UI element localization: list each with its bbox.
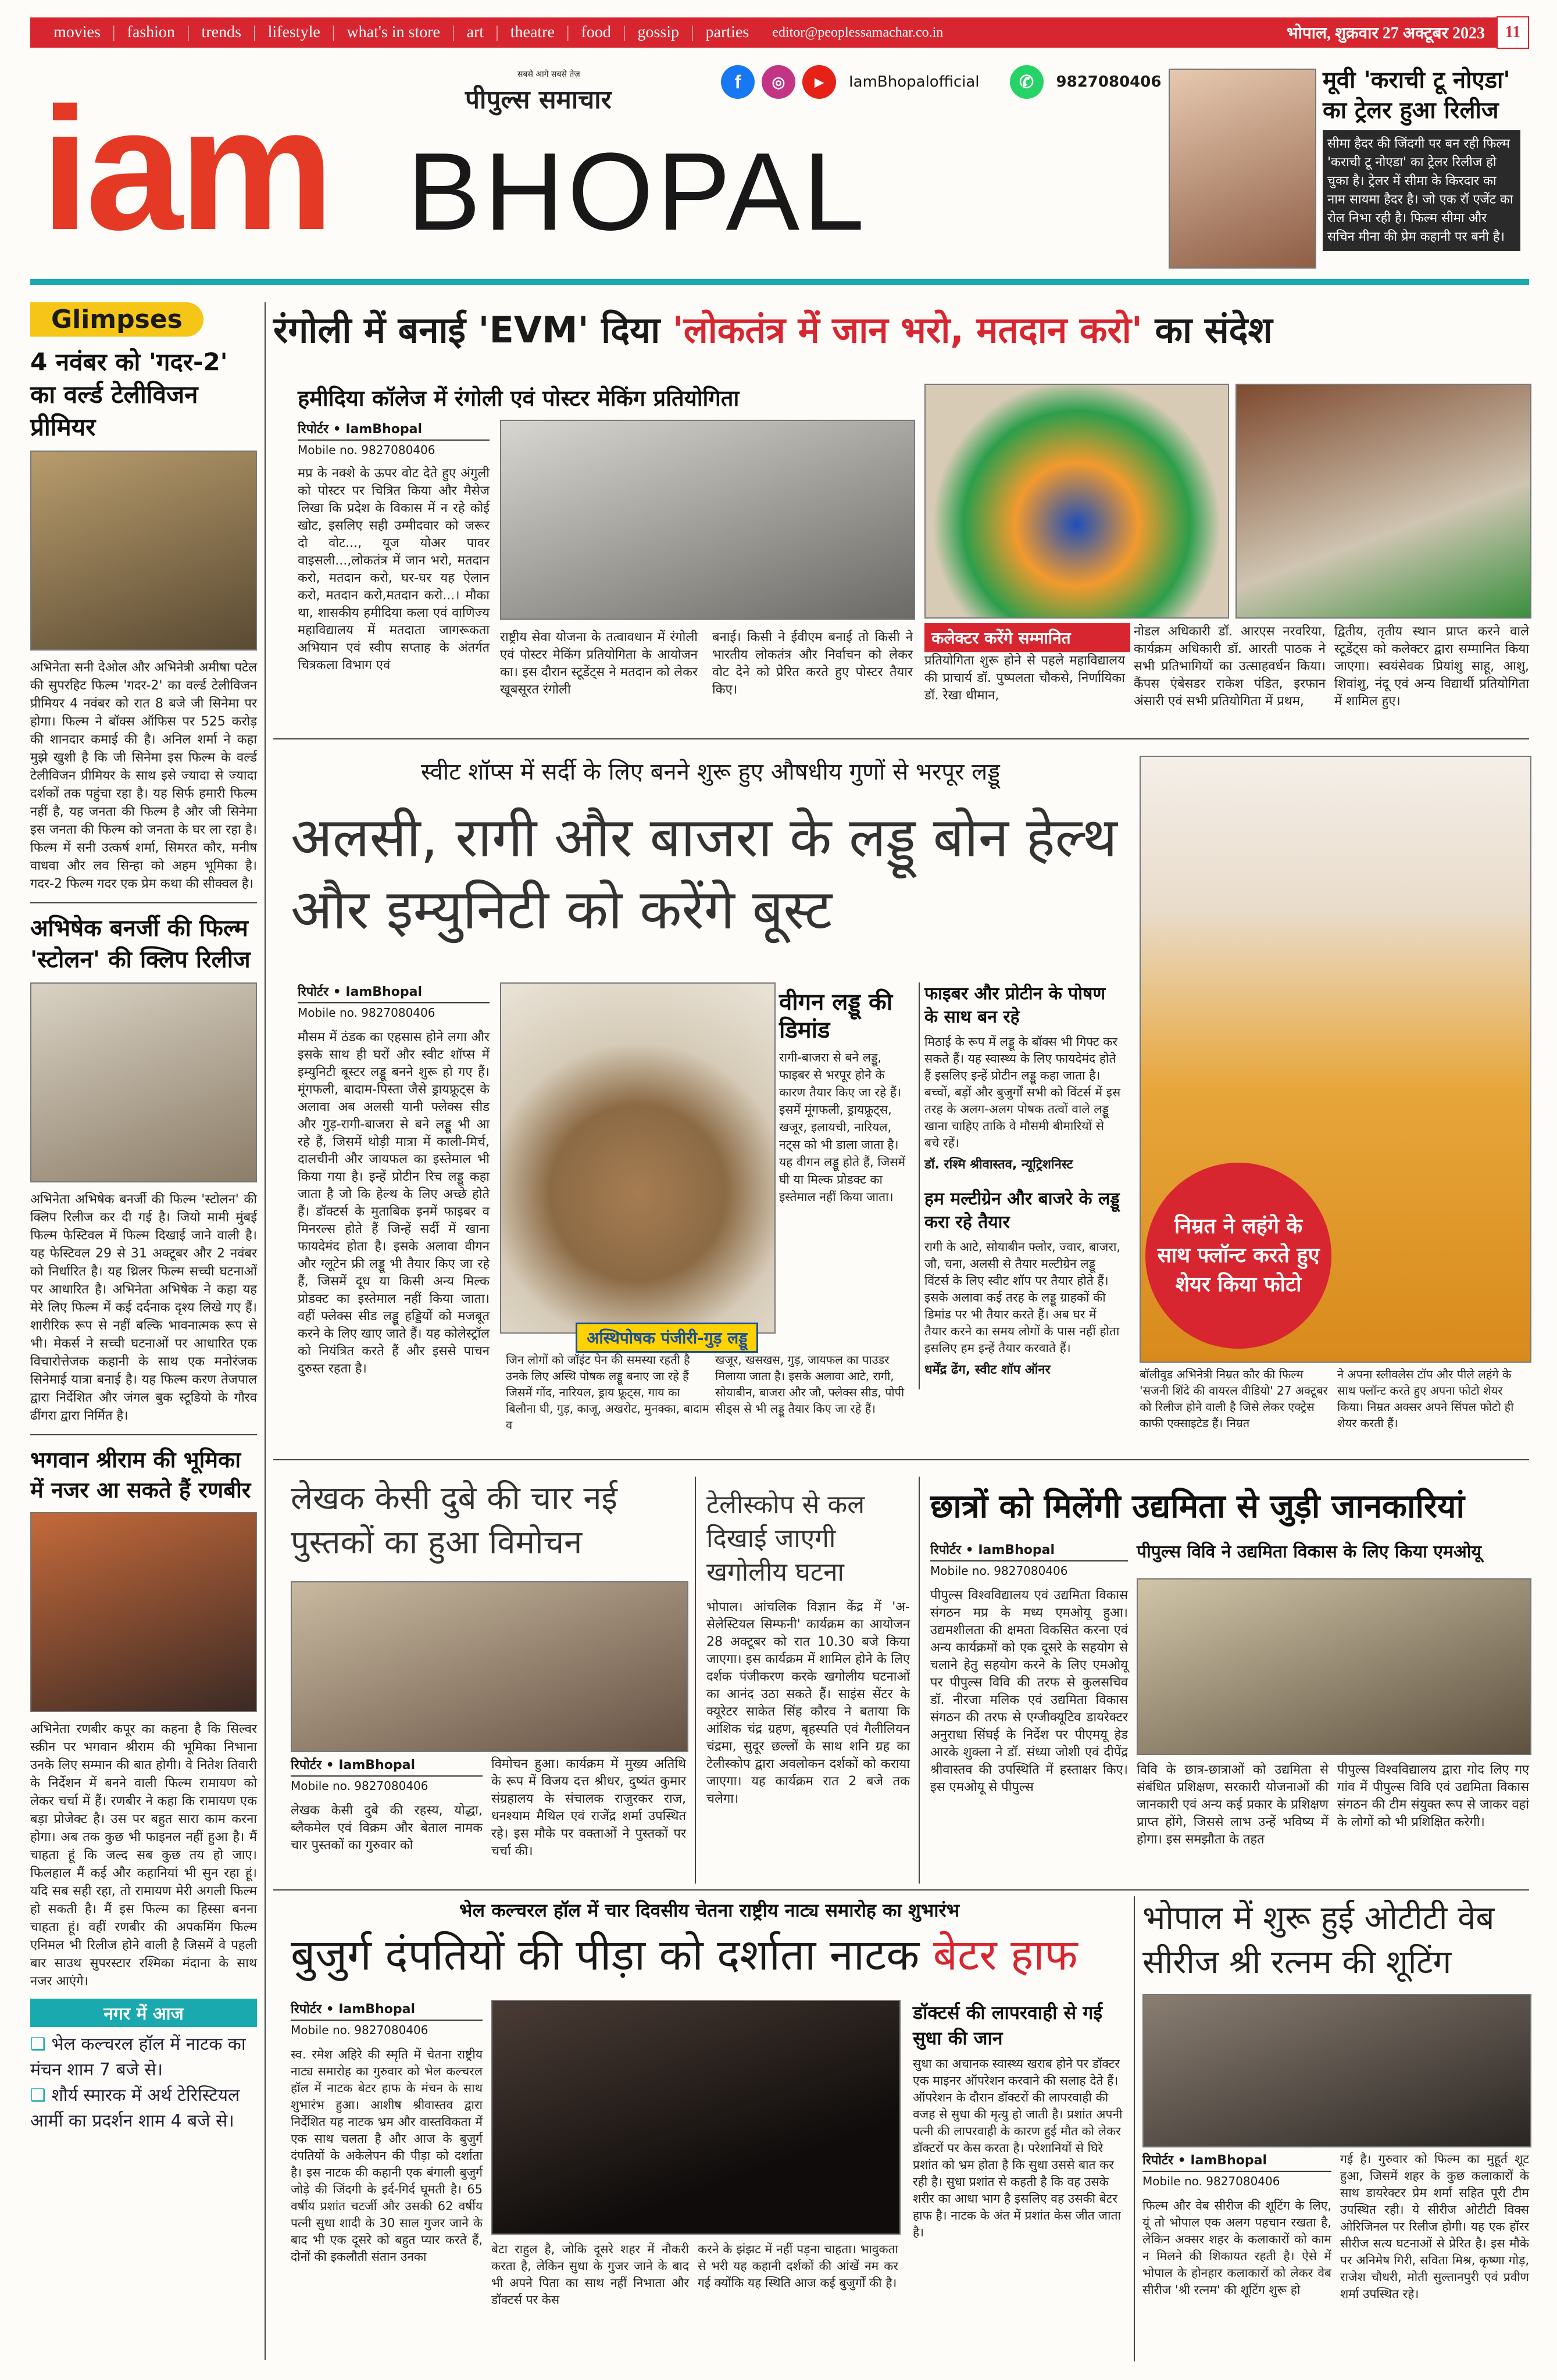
masthead-rule xyxy=(30,279,1529,285)
rangoli-photo-2 xyxy=(1235,384,1531,619)
mou-signing-photo xyxy=(1137,1578,1531,1755)
drama-mobile: Mobile no. 9827080406 xyxy=(291,2023,428,2037)
fiber-body: मिठाई के रूप में लड्डू के बॉक्स भी गिफ्ट कर सकते हैं। यह स्वास्थ्य के लिए फायदेमंद होते हैं इसलिए इन्हें प्रोटीन लड्डू कहा जाता है। बच्चों, बड़ों और बुजुर्गों सभी को विंटर्स में इस तरह के अलग-अलग पोषक तत्वों वाले लड्डू खाना चाहिए ताकि वे मौसमी बीमारियों से बचे रहें। xyxy=(924,1035,1121,1150)
nav-item-theatre[interactable]: theatre xyxy=(510,23,555,41)
vegan-box xyxy=(779,988,913,1206)
drama-reporter: रिपोर्टर • IamBhopal xyxy=(291,2002,415,2017)
fiber-head: फाइबर और प्रोटीन के पोषण के साथ बन रहे xyxy=(924,984,1106,1027)
entrepreneurship-headline: छात्रों को मिलेंगी उद्यमिता से जुड़ी जानकारियां xyxy=(930,1488,1465,1525)
newspaper-name-text: पीपुल्स समाचार xyxy=(465,85,612,115)
laddu-headline: अलसी, रागी और बाजरा के लड्डू बोन हेल्थ और इम्युनिटी को करेंगे बूस्ट xyxy=(291,806,1117,942)
page-number: 11 xyxy=(1497,16,1529,49)
nimrat-badge: निम्रत ने लहंगे के साथ फ्लॉन्ट करते हुए शेयर किया फोटो xyxy=(1145,1163,1331,1349)
nav-item-movies[interactable]: movies xyxy=(53,23,101,41)
nav-item-parties[interactable]: parties xyxy=(705,23,749,41)
rangoli-headline xyxy=(273,307,1529,353)
books-col2: विमोचन हुआ। कार्यक्रम में मुख्य अतिथि के रूप में विजय दत्त श्रीधर, दुष्यंत कुमार संग्रहालय के संचालक राजुरकर राज, धनश्याम मैथिल एवं राजेंद्र शर्मा उपस्थित रहे। इस मौके पर वक्ताओं ने पुस्तकों पर चर्चा की। xyxy=(491,1757,686,1859)
top-right-headline: मूवी 'कराची टू नोएडा' का ट्रेलर हुआ रिलीज xyxy=(1323,67,1510,124)
books-launch-photo xyxy=(291,1581,688,1752)
abhishek-banerjee-photo xyxy=(30,982,257,1182)
drama-side-head: डॉक्टर्स की लापरवाही से गई सुधा की जान xyxy=(913,2002,1103,2049)
nav-item-gossip[interactable]: gossip xyxy=(637,23,680,41)
ott-byline xyxy=(1142,2151,1331,2188)
glimpses-story2-headline: अभिषेक बनर्जी की फिल्म 'स्टोलन' की क्लिप रिलीज xyxy=(30,915,251,973)
facebook-icon[interactable]: f xyxy=(721,65,755,99)
rangoli-col3: बनाई। किसी ने ईवीएम बनाई तो किसी ने भारतीय लोकतंत्र और निर्वाचन को लेकर वोट देने को प्रेरित करते हुए पोस्टर तैयार किए। xyxy=(712,630,913,697)
rangoli-byline xyxy=(298,420,490,457)
entrepreneurship-mobile: Mobile no. 9827080406 xyxy=(930,1564,1068,1578)
newspaper-name xyxy=(465,69,612,116)
vegan-body: रागी-बाजरा से बने लड्डू, फाइबर से भरपूर होने के कारण तैयार किए जा रहे हैं। इसमें मूंगफली, ड्रायफ्रूट्स, खजूर, इलायची, नारियल, नट्स को भी डाला जाता है। यह वीगन लड्डू होते हैं, जिसमें घी या मिल्क प्रोडक्ट का इस्तेमाल नहीं किया जाता। xyxy=(779,1050,906,1204)
laddu-mobile: Mobile no. 9827080406 xyxy=(298,1006,435,1020)
glimpses-story1-headline: 4 नवंबर को 'गदर-2' का वर्ल्ड टेलीविजन प्रीमियर xyxy=(30,348,228,441)
drama-side-body: सुधा का अचानक स्वास्थ्य खराब होने पर डॉक्टर एक माइनर ऑपरेशन करवाने की सलाह देते हैं। ऑपरेशन के दौरान डॉक्टरों की लापरवाही की वजह से सुधा की मृत्यु हो जाती है। प्रशांत अपनी पत्नी की लापरवाही के कारण हुई मौत को लेकर डॉक्टरों पर केस करता है। परेशानियों से घिरे प्रशांत को भ्रम होता है कि सुधा उससे बात कर रही है। सुधा प्रशांत से कहती है कि वह उसके शरीर का आधा भाग है इसलिए वह उसकी बेटर हाफ है। नाटक के अंत में प्रशांत केस जीत जाता है। xyxy=(913,2057,1123,2239)
drama-side-box xyxy=(913,2000,1128,2241)
column-divider xyxy=(695,1477,696,1884)
laddu-kicker: स्वीट शॉप्स में सर्दी के लिए बनने शुरू हुए औषधीय गुणों से भरपूर लड्डू xyxy=(421,759,1000,785)
ott-reporter: रिपोर्टर • IamBhopal xyxy=(1142,2153,1267,2168)
section-nav: movies | fashion | trends | lifestyle | what's in store | art | theatre | food | gossip | parties xyxy=(30,23,755,42)
rangoli-photo-1 xyxy=(924,384,1229,619)
column-divider xyxy=(919,1477,920,1884)
glimpses-label: Glimpses xyxy=(30,302,203,337)
newspaper-tagline: सबसे आगे सबसे तेज़ xyxy=(517,70,580,79)
whatsapp-icon[interactable]: ✆ xyxy=(1010,65,1044,99)
rangoli-col2: राष्ट्रीय सेवा योजना के तत्वावधान में रंगोली एवं पोस्टर मेकिंग प्रतियोगिता के आयोजन का। इस दौरान स्टूडेंट्स ने मतदान को लेकर खूबसूरत रंगोली xyxy=(500,630,698,697)
drama-headline-red: बेटर हाफ xyxy=(933,1930,1078,1980)
entrepreneurship-photo-head: पीपुल्स विवि ने उद्यमिता विकास के लिए किया एमओयू xyxy=(1137,1542,1481,1562)
column-divider xyxy=(1134,1896,1135,2361)
books-headline: लेखक केसी दुबे की चार नई पुस्तकों का हुआ विमोचन xyxy=(291,1480,617,1561)
youtube-icon[interactable]: ▶ xyxy=(802,65,836,99)
entrepreneurship-col1: पीपुल्स विश्वविद्यालय एवं उद्यमिता विकास संगठन मप्र के मध्य एमओयू हुआ। उद्यमशीलता की क्षमता विकसित करना एवं अन्य कार्यक्रमों को एक दूसरे के सहयोग से चलाने हेतु सहयोग करने के लिए एमओयू पर पीपुल्स विवि की तरफ से कुलसचिव डॉ. नीरजा मलिक एवं उद्यमिता विकास संगठन की तरफ से एग्जीक्यूटिव डायरेक्टर अनुराधा सिंघई के निर्देश पर पीएमयू हेड आरके शुक्ला ने डॉ. संध्या जोशी एवं दीपेंद्र श्रीवास्तव की उपस्थिति में हस्ताक्षर किए। इस एमओयू से पीपुल्स xyxy=(930,1588,1128,1795)
collector-honor-caption: कलेक्टर करेंगे सम्मानित xyxy=(924,623,1130,652)
nav-item-trends[interactable]: trends xyxy=(201,23,241,41)
laddu-photo-caption: अस्थिपोषक पंजीरी-गुड़ लड्डू xyxy=(576,1323,758,1353)
books-byline xyxy=(291,1756,483,1793)
rangoli-reporter: रिपोर्टर • IamBhopal xyxy=(298,422,422,437)
column-divider xyxy=(919,982,920,1389)
today-item-2-text: शौर्य स्मारक में अर्थ टेरिस्टियल आर्मी का प्रदर्शन शाम 4 बजे से। xyxy=(30,2085,240,2131)
multigrain-head: हम मल्टीग्रेन और बाजरे के लड्डू करा रहे तैयार xyxy=(924,1189,1120,1232)
ranbir-kapoor-photo xyxy=(30,1512,257,1712)
section-divider xyxy=(273,738,1529,739)
drama-headline xyxy=(291,1927,1128,1983)
section-divider xyxy=(273,1889,1529,1891)
ott-col1: फिल्म और वेब सीरीज की शूटिंग के लिए, यूं तो भोपाल एक अलग पहचान रखता है, लेकिन अक्सर शहर के कलाकारों को काम न मिलने की शिकायत रहती है। ऐसे में भोपाल के होनहार कलाकारों को लेकर वेब सीरीज 'श्री रत्नम' की शूटिंग शुरू हो xyxy=(1142,2199,1331,2297)
ott-shoot-photo xyxy=(1142,1994,1531,2147)
fiber-box xyxy=(924,982,1122,1378)
nav-item-whats-in-store[interactable]: what's in store xyxy=(347,23,440,41)
laddu-bottom-col2: खजूर, खसखस, गुड़, जायफल का पाउडर मिलाया जाता है। इसके अलावा आटे, रागी, सोयाबीन, बाजरा और जौ, फ्लेक्स सीड, पोपी सीड्स से भी लड्डू तैयार किए जा रहे हैं। xyxy=(715,1353,905,1416)
telescope-headline: टेलीस्कोप से कल दिखाई जाएगी खगोलीय घटना xyxy=(706,1490,865,1587)
drama-col1: स्व. रमेश अहिरे की स्मृति में चेतना राष्ट्रीय नाट्य समारोह का गुरुवार को भेल कल्चरल हॉल में नाटक बेटर हाफ के मंचन के साथ शुभारंभ हुआ। आशीष श्रीवास्तव द्वारा निर्देशित यह नाटक भ्रम और वास्तविकता में एक साथ चलता है और आज के बुजुर्ग दंपतियों के अकेलेपन की पीड़ा को दर्शाता है। इस नाटक की कहानी एक बंगाली बुजुर्ग जोड़े की जिंदगी के इर्द-गिर्द घूमती है। 65 वर्षीय प्रशांत चटर्जी और उसकी 62 वर्षीय पत्नी सुधा शादी के 30 साल गुजर जाने के बाद भी एक दूसरे को बहुत प्यार करते हैं, दोनों की इकलौती संतान उनका xyxy=(291,2047,483,2264)
laddu-photo xyxy=(500,982,776,1334)
vegan-head: वीगन लड्डू की डिमांड xyxy=(779,989,893,1044)
nav-item-fashion[interactable]: fashion xyxy=(127,23,175,41)
rangoli-headline-part1: रंगोली में बनाई 'EVM' दिया xyxy=(273,309,660,351)
social-links xyxy=(721,65,1161,99)
rangoli-headline-part2: का संदेश xyxy=(1155,309,1273,351)
rangoli-mobile: Mobile no. 9827080406 xyxy=(298,443,435,457)
books-reporter: रिपोर्टर • IamBhopal xyxy=(291,1758,415,1773)
rangoli-poster-photo xyxy=(500,420,915,620)
column-divider xyxy=(265,302,266,2360)
multigrain-body: रागी के आटे, सोयाबीन फ्लोर, ज्वार, बाजरा, जौ, चना, अलसी से तैयार मल्टीग्रेन लड्डू विंटर्स के लिए स्वीट शॉप पर तैयार होते हैं। इसके अलावा कई तरह के लड्डू ग्राहकों की डिमांड पर भी तैयार करते हैं। अब घर में तैयार करने का समय लोगों के पास नहीं होता इसलिए हम इन्हें तैयार करवाते हैं। xyxy=(924,1240,1121,1355)
gadar2-photo xyxy=(30,451,257,651)
laddu-reporter: रिपोर्टर • IamBhopal xyxy=(298,985,422,999)
masthead-city: BHOPAL xyxy=(407,130,868,253)
editor-email[interactable]: editor@peoplessamachar.co.in xyxy=(772,24,944,40)
entrepreneurship-reporter: रिपोर्टर • IamBhopal xyxy=(930,1543,1055,1557)
rangoli-col4: प्रतियोगिता शुरू होने से पहले महाविद्यालय की प्राचार्य डॉ. पुष्पलता चौकसे, निर्णायिका डॉ. रेखा धीमान, xyxy=(924,653,1125,703)
books-mobile: Mobile no. 9827080406 xyxy=(291,1779,428,1793)
nimrat-caption1: बॉलीवुड अभिनेत्री निम्रत कौर की फिल्म 'सजनी शिंदे की वायरल वीडियो' 27 अक्टूबर को रिलीज होने वाली है जिसे लेकर एक्ट्रेस काफी एक्साइटेड हैं। निम्रत xyxy=(1140,1367,1328,1430)
rangoli-col5: नोडल अधिकारी डॉ. आरएस नरवरिया, कार्यक्रम अधिकारी डॉ. आरती पाठक ने सभी प्रतिभागियों का उत्साहवर्धन किया। कैंपस एंबेसडर राकेश पंडित, इरफान अंसारी एवं सभी प्रतियोगिता में प्रथम, xyxy=(1134,624,1326,709)
books-col1: लेखक केसी दुबे की रहस्य, योद्धा, ब्लैकमेल एवं विक्रम और बेताल नामक चार पुस्तकों का गुरुवार को xyxy=(291,1803,483,1853)
karachi-to-noida-photo xyxy=(1169,69,1316,269)
divider xyxy=(30,902,257,903)
today-item-2: ❑ शौर्य स्मारक में अर्थ टेरिस्टियल आर्मी का प्रदर्शन शाम 4 बजे से। xyxy=(30,2085,240,2131)
laddu-bottom-col1: जिन लोगों को जॉइंट पेन की समस्या रहती है उनके लिए अस्थि पोषक लड्डू बनाए जा रहे हैं जिसमें गोंद, नारियल, ड्राय फ्रूट्स, गाय का बिलौना घी, गुड़, काजू, अखरोट, मुनक्का, बादाम व xyxy=(506,1353,709,1432)
multigrain-quote: धर्मेंद्र ढेंग, स्वीट शॉप ऑनर xyxy=(924,1363,1051,1377)
glimpses-story2-body: अभिनेता अभिषेक बनर्जी की फिल्म 'स्टोलन' की क्लिप रिलीज कर दी गई है। जियो मामी मुंबई फिल्म फेस्टिवल में फिल्म दिखाई जाने वाली है। यह फेस्टिवल 29 से 31 अक्टूबर और 2 नवंबर को निर्धारित है। यह थ्रिलर फिल्म सच्ची घटनाओं पर आधारित है। अभिनेता अभिषेक ने कहा यह मेरे लिए फिल्म में कई दर्दनाक दृश्य लिखे गए हैं। शारीरिक रूप से नहीं बल्कि भावनात्मक रूप से भी। मेकर्स ने सच्ची घटनाओं पर आधारित एक विचारोत्तेजक कहानी के साथ एक मनोरंजक सिनेमाई यात्रा बनाई है। यह फिल्म करण तेजपाल द्वारा निर्देशित और जंगल बुक स्टूडियो के गौरव ढींगरा द्वारा निर्मित है। xyxy=(30,1192,257,1423)
entrepreneurship-col2: विवि के छात्र-छात्राओं को उद्यमिता से संबंधित प्रशिक्षण, सरकारी योजनाओं की जानकारी एवं अन्य कई प्रकार के प्रशिक्षण प्राप्त होंगे, जिससे लाभ उन्हें भविष्य में होगा। इस समझौता के तहत xyxy=(1137,1763,1329,1847)
laddu-col1: मौसम में ठंडक का एहसास होने लगा और इसके साथ ही घरों और स्वीट शॉप्स में इम्युनिटी बूस्टर लड्डू बनने शुरू हो गए हैं। मूंगफली, बादाम-पिस्ता जैसे ड्रायफ्रूट्स के अलावा अब अलसी यानी फ्लेक्स सीड और गुड़-रागी-बाजरा से बने लड्डू भी आ रहे हैं, जिसमें थोड़ी मात्रा में काली-मिर्च, दालचीनी और जायफल का इस्तेमाल भी किया गया है। इन्हें प्रोटीन रिच लड्डू कहा जाता है जो कि हेल्थ के लिए अच्छे होते हैं। डॉक्टर्स के मुताबिक इनमें फाइबर व मिनरल्स होते हैं जिन्हें सर्दी में खाना फायदेमंद होता है। इसके अलावा वीगन और ग्लूटेन फ्री लड्डू भी तैयार किए जा रहे हैं, जिसमें दूध या किसी अन्य मिल्क प्रोडक्ट का इस्तेमाल नहीं किया जाता। वहीं फ्लेक्स सीड लड्डू हड्डियों को मजबूत करने के लिए खाए जाते हैं। यह कोलेस्ट्रॉल को नियंत्रित करते हैं और इससे पाचन दुरुस्त रहता है। xyxy=(298,1030,490,1376)
nimrat-caption2: ने अपना स्लीवलेस टॉप और पीले लहंगे के साथ फ्लॉन्ट करते हुए अपना फोटो शेयर किया। निम्रत अक्सर अपने सिंपल फोटो ही शेयर करती हैं। xyxy=(1337,1367,1514,1430)
glimpses-story3-body: अभिनेता रणबीर कपूर का कहना है कि सिल्वर स्क्रीन पर भगवान श्रीराम की भूमिका निभाना उनके लिए सम्मान की बात होगी। वे नितेश तिवारी के निर्देशन में बनने वाली फिल्म रामायण को लेकर चर्चा में हैं। रणबीर ने कहा कि रामायण एक बड़ा प्रोजेक्ट है। उस पर बहुत सारा काम करना होगा। अब तक कुछ भी फाइनल नहीं हुआ है। मैं चाहता हूं कि जल्द सब कुछ तय हो जाए। फिलहाल मैं कई और कहानियां भी सुन रहा हूं। यदि सब सही रहा, तो रामायण मेरी अगली फिल्म हो सकती है। मैं इस फिल्म का हिस्सा बनना चाहता हूं। वहीं रणबीर की अपकमिंग फिल्म एनिमल भी रिलीज होने वाली है जिसमें वे पहली बार साउथ सुपरस्टार रश्मिका मंदाना के साथ नजर आएंगे। xyxy=(30,1722,257,1989)
today-item-1-text: भेल कल्चरल हॉल में नाटक का मंचन शाम 7 बजे से। xyxy=(30,2034,246,2080)
top-right-body: सीमा हैदर की जिंदगी पर बन रही फिल्म 'कराची टू नोएडा' का ट्रेलर रिलीज हो चुका है। ट्रेलर में सीमा के किरदार का नाम सायमा हैदर है। जो एक रॉ एजेंट का रोल निभा रही है। फिल्म सीमा और सचिन मीना की प्रेम कहानी पर बनी है। xyxy=(1323,130,1520,251)
drama-byline xyxy=(291,2000,483,2037)
masthead-logo-iam: iam xyxy=(41,71,331,266)
issue-date: भोपाल, शुक्रवार 27 अक्टूबर 2023 xyxy=(1286,24,1485,42)
rangoli-headline-red: 'लोकतंत्र में जान भरो, मतदान करो' xyxy=(672,309,1142,351)
top-nav-bar xyxy=(30,17,1529,48)
today-item-1: ❑ भेल कल्चरल हॉल में नाटक का मंचन शाम 7 बजे से। xyxy=(30,2034,246,2080)
rangoli-subhead: हमीदिया कॉलेज में रंगोली एवं पोस्टर मेकिंग प्रतियोगिता xyxy=(298,385,740,411)
glimpses-story3-headline: भगवान श्रीराम की भूमिका में नजर आ सकते हैं रणबीर xyxy=(30,1447,251,1503)
rangoli-col1: मप्र के नक्शे के ऊपर वोट देते हुए अंगुली को पोस्टर पर चित्रित किया और मैसेज लिखा कि प्रदेश के विकास में न रहे कोई खोट, इसलिए सही उम्मीदवार को जरूर दो वोट..., यूज योअर पावर वाइसली...,लोकतंत्र में जान भरो, मतदान करो, मतदान करो, घर-घर यह ऐलान करो, मतदान करो,मतदान करो...। मौका था, शासकीय हमीदिया कला एवं वाणिज्य महाविद्यालय में मतदाता जागरूकता अभियान एवं स्वीप सप्ताह के अंतर्गत चित्रकला विभाग एवं xyxy=(298,466,490,673)
ott-headline: भोपाल में शुरू हुई ओटीटी वेब सीरीज श्री रत्नम की शूटिंग xyxy=(1142,1899,1495,1981)
social-handle[interactable]: IamBhopalofficial xyxy=(849,73,980,91)
ott-col2: गई है। गुरुवार को फिल्म का मुहूर्त शूट हुआ, जिसमें शहर के कुछ कलाकारों के साथ डायरेक्टर प्रेम शर्मा सहित पूरी टीम उपस्थित रही। ये सीरीज ओटीटी विक्स ओरिजिनल पर रिलीज होगी। यह एक हॉरर सीरीज सत्य घटनाओं से प्रेरित है। इस मौके पर अनिमेष गिरी, सविता मिश्र, कृष्णा गोड़, राजेश चौधरी, मोती सुल्तानपुरी एवं प्रवीण शर्मा उपस्थित रहे। xyxy=(1340,2152,1529,2301)
nav-item-art[interactable]: art xyxy=(466,23,484,41)
drama-kicker: भेल कल्चरल हॉल में चार दिवसीय चेतना राष्ट्रीय नाट्य समारोह का शुभारंभ xyxy=(459,1899,960,1921)
drama-col3: करने के झंझट में नहीं पड़ना चाहता। भावुकता से भरी यह कहानी दर्शकों की आंखें नम कर गई क्योंकि यह स्थिति आज कई बुजुर्गों की है। xyxy=(698,2242,898,2290)
rangoli-col6: द्वितीय, तृतीय स्थान प्राप्त करने वाले स्टूडेंट्स को कलेक्टर द्वारा सम्मानित किया जाएगा। स्वयंसेवक प्रियांशु साहू, आशु, शिवांशु, नंदू एवं अन्य विद्यार्थी प्रतियोगिता में शामिल हुए। xyxy=(1334,624,1529,709)
drama-headline-black: बुजुर्ग दंपतियों की पीड़ा को दर्शाता नाटक xyxy=(291,1930,920,1980)
whatsapp-phone[interactable]: 9827080406 xyxy=(1056,73,1162,91)
divider xyxy=(30,1434,257,1435)
drama-col2: बेटा राहुल है, जोकि दूसरे शहर में नौकरी करता है, लेकिन सुधा के गुजर जाने के बाद भी अपने पिता का साथ नहीं निभाता और डॉक्टर्स पर केस xyxy=(491,2242,689,2307)
fiber-quote: डॉ. रश्मि श्रीवास्तव, न्यूट्रिशनिस्ट xyxy=(924,1157,1073,1172)
top-right-story xyxy=(1323,65,1520,251)
entrepreneurship-byline xyxy=(930,1541,1128,1578)
section-divider xyxy=(273,1459,1529,1460)
ott-mobile: Mobile no. 9827080406 xyxy=(1142,2174,1280,2188)
nav-item-food[interactable]: food xyxy=(581,23,611,41)
today-label: नगर में आज xyxy=(30,1999,257,2027)
better-half-play-photo xyxy=(491,2000,901,2235)
entrepreneurship-col3: पीपुल्स विश्वविद्यालय द्वारा गोद लिए गए गांव में पीपुल्स विवि एवं उद्यमिता विकास संगठन की टीम संयुक्त रूप से जाकर वहां के लोगों को भी प्रशिक्षित करेगी। xyxy=(1337,1763,1529,1829)
glimpses-story1-body: अभिनेता सनी देओल और अभिनेत्री अमीषा पटेल की सुपरहिट फिल्म 'गदर-2' का वर्ल्ड टेलीविजन प्रीमियर 4 नवंबर को रात 8 बजे जी सिनेमा पर होगा। फिल्म ने बॉक्स ऑफिस पर 525 करोड़ की शानदार कमाई की है। अनिल शर्मा ने कहा मुझे खुशी है कि जी सिनेमा इस फिल्म के वर्ल्ड टेलीविजन प्रीमियर के साथ इसे ज्यादा से ज्यादा दर्शकों तक पहुंचा रहा है। यह सिर्फ हमारी फिल्म नहीं है, यह जनता की फिल्म है और जी सिनेमा इस जनता की फिल्म को जनता के घर ला रहा है। फिल्म में सनी उत्कर्ष शर्मा, सिमरत कौर, मनीष वाधवा और लव सिन्हा को अहम भूमिका है। गदर-2 फिल्म गदर एक प्रेम कथा की सीक्वल है। xyxy=(30,660,257,891)
instagram-icon[interactable]: ◎ xyxy=(762,65,795,99)
telescope-body: भोपाल। आंचलिक विज्ञान केंद्र में 'अ-सेलेस्टियल सिम्फनी' कार्यक्रम का आयोजन 28 अक्टूबर को रात 10.30 बजे किया जाएगा। इस कार्यक्रम में शामिल होने के लिए दर्शक पंजीकरण करके खगोलीय घटनाओं का आनंद उठा सकते हैं। साइंस सेंटर के क्यूरेटर साकेत सिंह कौरव ने बताया कि आंशिक चंद्र ग्रहण, बृहस्पति एवं गैलीलियन चंद्रमा, सुदूर छल्लों के साथ शनि ग्रह का टेलीस्कोप द्वारा अवलोकन दर्शकों को कराया जाएगा। यह कार्यक्रम रात 2 बजे तक चलेगा। xyxy=(706,1600,910,1806)
laddu-byline xyxy=(298,982,490,1020)
nav-item-lifestyle[interactable]: lifestyle xyxy=(267,23,320,41)
glimpses-column xyxy=(30,302,257,2360)
